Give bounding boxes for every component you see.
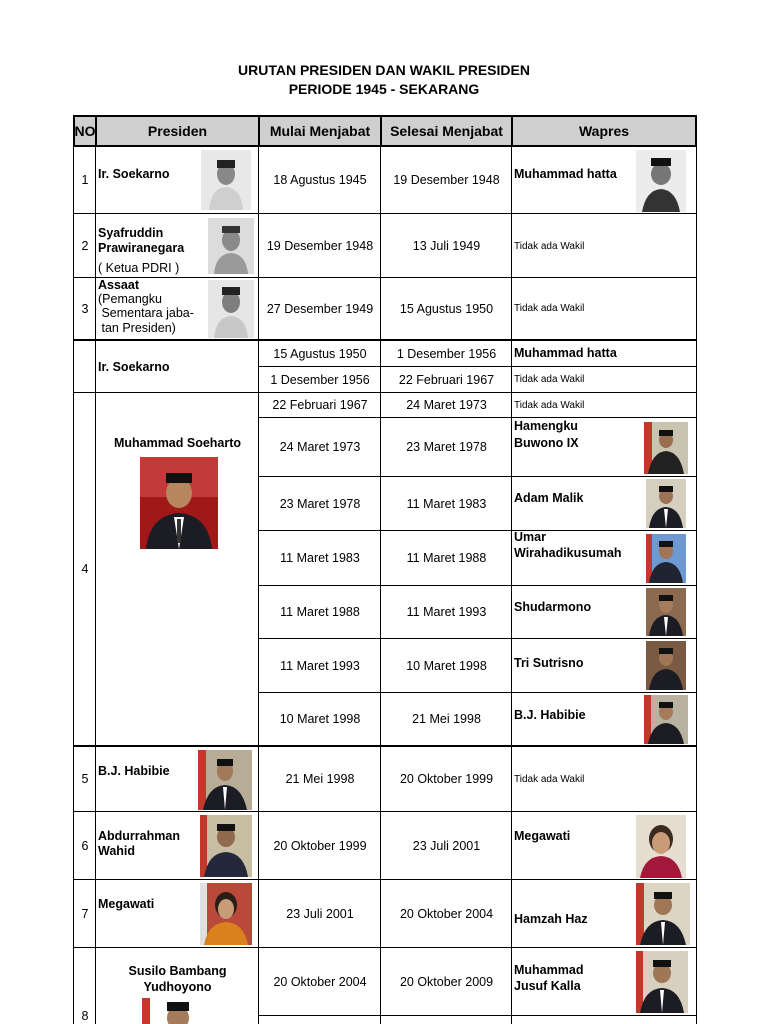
wapres-cell xyxy=(511,692,697,747)
wapres-name: B.J. Habibie xyxy=(514,708,586,722)
wapres-name: Adam Malik xyxy=(514,491,584,505)
presiden-cell xyxy=(95,277,260,341)
president-photo xyxy=(200,883,252,945)
row-no: 7 xyxy=(73,879,97,949)
row-no: 6 xyxy=(73,811,97,881)
selesai-cell: 21 Mei 1998 xyxy=(380,692,513,747)
presiden-name: Muhammad Soeharto xyxy=(113,436,242,450)
wapres-name-line: Muhammad xyxy=(514,963,584,977)
wapres-cell xyxy=(511,811,697,881)
wapres-cell xyxy=(511,879,697,949)
presiden-name-line: Abdurrahman xyxy=(98,829,180,843)
wapres-cell: Tidak ada Wakil xyxy=(511,392,697,418)
mulai-cell: 11 Maret 1983 xyxy=(258,530,382,586)
selesai-cell: 20 Oktober 2004 xyxy=(380,879,513,949)
presiden-cell xyxy=(95,213,260,279)
presiden-cell xyxy=(95,879,260,949)
wapres-photo xyxy=(646,479,686,528)
wapres-name: Muhammad hatta xyxy=(514,167,617,181)
row-no: 1 xyxy=(73,145,97,215)
mulai-cell: 15 Agustus 1950 xyxy=(258,339,382,367)
presiden-cell xyxy=(95,745,260,813)
wapres-name: Shudarmono xyxy=(514,600,592,614)
wapres-photo xyxy=(646,534,686,583)
row-no: 3 xyxy=(73,277,97,341)
president-photo xyxy=(200,815,252,877)
wapres-cell-partial xyxy=(511,1015,697,1024)
president-photo xyxy=(208,218,254,274)
mulai-cell: 24 Maret 1973 xyxy=(258,417,382,477)
presiden-name-line: Wahid xyxy=(98,844,136,858)
wapres-name: Hamzah Haz xyxy=(514,912,588,926)
page-subtitle: PERIODE 1945 - SEKARANG xyxy=(288,81,480,97)
wapres-cell: Tidak ada Wakil xyxy=(511,213,697,279)
mulai-cell: 1 Desember 1956 xyxy=(258,366,382,393)
wapres-cell xyxy=(511,585,697,639)
presiden-note: ( Ketua PDRI ) xyxy=(98,261,180,275)
selesai-cell: 15 Agustus 1950 xyxy=(380,277,513,341)
presiden-cell xyxy=(95,947,260,1024)
wapres-name-line: Wirahadikusumah xyxy=(514,546,622,560)
selesai-cell: 11 Maret 1983 xyxy=(380,476,513,531)
selesai-cell: 19 Desember 1948 xyxy=(380,145,513,215)
presiden-note-line: (Pemangku xyxy=(98,292,162,306)
mulai-cell: 10 Maret 1998 xyxy=(258,692,382,747)
wapres-name-line: Buwono IX xyxy=(514,436,579,450)
wapres-name: Megawati xyxy=(514,829,571,843)
wapres-name-line: Umar xyxy=(514,530,546,544)
presiden-name: Ir. Soekarno xyxy=(98,167,170,181)
selesai-cell-partial xyxy=(380,1015,513,1024)
president-photo xyxy=(142,998,214,1024)
wapres-name: Muhammad hatta xyxy=(514,346,617,360)
mulai-cell: 20 Oktober 1999 xyxy=(258,811,382,881)
selesai-cell: 11 Maret 1988 xyxy=(380,530,513,586)
row-no: 2 xyxy=(73,213,97,279)
president-photo xyxy=(198,750,252,810)
president-photo xyxy=(208,280,254,338)
selesai-cell: 20 Oktober 2009 xyxy=(380,947,513,1017)
wapres-photo xyxy=(644,422,688,474)
wapres-photo xyxy=(636,150,686,212)
header-wapres: Wapres xyxy=(511,115,697,147)
wapres-photo xyxy=(646,588,686,636)
president-photo xyxy=(140,457,218,549)
mulai-cell: 19 Desember 1948 xyxy=(258,213,382,279)
header-no: NO xyxy=(73,115,97,147)
wapres-name: Tri Sutrisno xyxy=(514,656,584,670)
mulai-cell: 21 Mei 1998 xyxy=(258,745,382,813)
header-mulai: Mulai Menjabat xyxy=(258,115,382,147)
mulai-cell: 27 Desember 1949 xyxy=(258,277,382,341)
wapres-cell: Tidak ada Wakil xyxy=(511,745,697,813)
wapres-name-line: Hamengku xyxy=(514,419,578,433)
wapres-photo xyxy=(646,641,686,690)
presiden-note-line: tan Presiden) xyxy=(98,321,176,335)
presiden-name: Ir. Soekarno xyxy=(98,359,170,374)
selesai-cell: 23 Maret 1978 xyxy=(380,417,513,477)
row-no: 5 xyxy=(73,745,97,813)
wapres-cell xyxy=(511,339,697,367)
selesai-cell: 13 Juli 1949 xyxy=(380,213,513,279)
selesai-cell: 20 Oktober 1999 xyxy=(380,745,513,813)
selesai-cell: 23 Juli 2001 xyxy=(380,811,513,881)
mulai-cell: 20 Oktober 2004 xyxy=(258,947,382,1017)
selesai-cell: 24 Maret 1973 xyxy=(380,392,513,418)
wapres-cell xyxy=(511,638,697,693)
wapres-photo xyxy=(644,695,688,744)
mulai-cell: 11 Maret 1988 xyxy=(258,585,382,639)
presiden-name: Syafruddin Prawiranegara xyxy=(98,226,185,255)
wapres-cell: Tidak ada Wakil xyxy=(511,277,697,341)
presiden-name: B.J. Habibie xyxy=(98,764,170,778)
row-no: 8 xyxy=(73,947,97,1024)
mulai-cell: 11 Maret 1993 xyxy=(258,638,382,693)
presiden-cell xyxy=(95,811,260,881)
wapres-cell xyxy=(511,947,697,1017)
wapres-cell xyxy=(511,476,697,531)
selesai-cell: 11 Maret 1993 xyxy=(380,585,513,639)
mulai-cell: 22 Februari 1967 xyxy=(258,392,382,418)
presiden-name-line: Yudhoyono xyxy=(143,980,212,994)
wapres-photo xyxy=(636,815,686,878)
mulai-cell: 18 Agustus 1945 xyxy=(258,145,382,215)
presiden-cell xyxy=(95,145,260,215)
selesai-cell: 22 Februari 1967 xyxy=(380,366,513,393)
selesai-cell: 1 Desember 1956 xyxy=(380,339,513,367)
row-no: 4 xyxy=(73,392,97,747)
mulai-cell: 23 Juli 2001 xyxy=(258,879,382,949)
page-title: URUTAN PRESIDEN DAN WAKIL PRESIDEN xyxy=(238,62,530,78)
wapres-cell: Tidak ada Wakil xyxy=(511,366,697,393)
mulai-cell-partial xyxy=(258,1015,382,1024)
row-no-empty xyxy=(73,339,97,393)
selesai-cell: 10 Maret 1998 xyxy=(380,638,513,693)
wapres-cell xyxy=(511,530,697,586)
header-presiden: Presiden xyxy=(95,115,260,147)
wapres-name-line: Jusuf Kalla xyxy=(514,979,581,993)
mulai-cell: 23 Maret 1978 xyxy=(258,476,382,531)
presiden-name: Megawati xyxy=(98,897,155,911)
header-selesai: Selesai Menjabat xyxy=(380,115,513,147)
wapres-cell xyxy=(511,417,697,477)
wapres-photo xyxy=(636,883,690,945)
president-photo xyxy=(201,150,251,210)
wapres-cell xyxy=(511,145,697,215)
presiden-name-line: Susilo Bambang xyxy=(128,964,227,978)
presiden-name: Assaat xyxy=(98,278,139,292)
presiden-cell xyxy=(95,392,260,747)
presiden-note-line: Sementara jaba- xyxy=(98,306,194,320)
wapres-photo xyxy=(636,951,688,1013)
presiden-cell xyxy=(95,339,260,393)
